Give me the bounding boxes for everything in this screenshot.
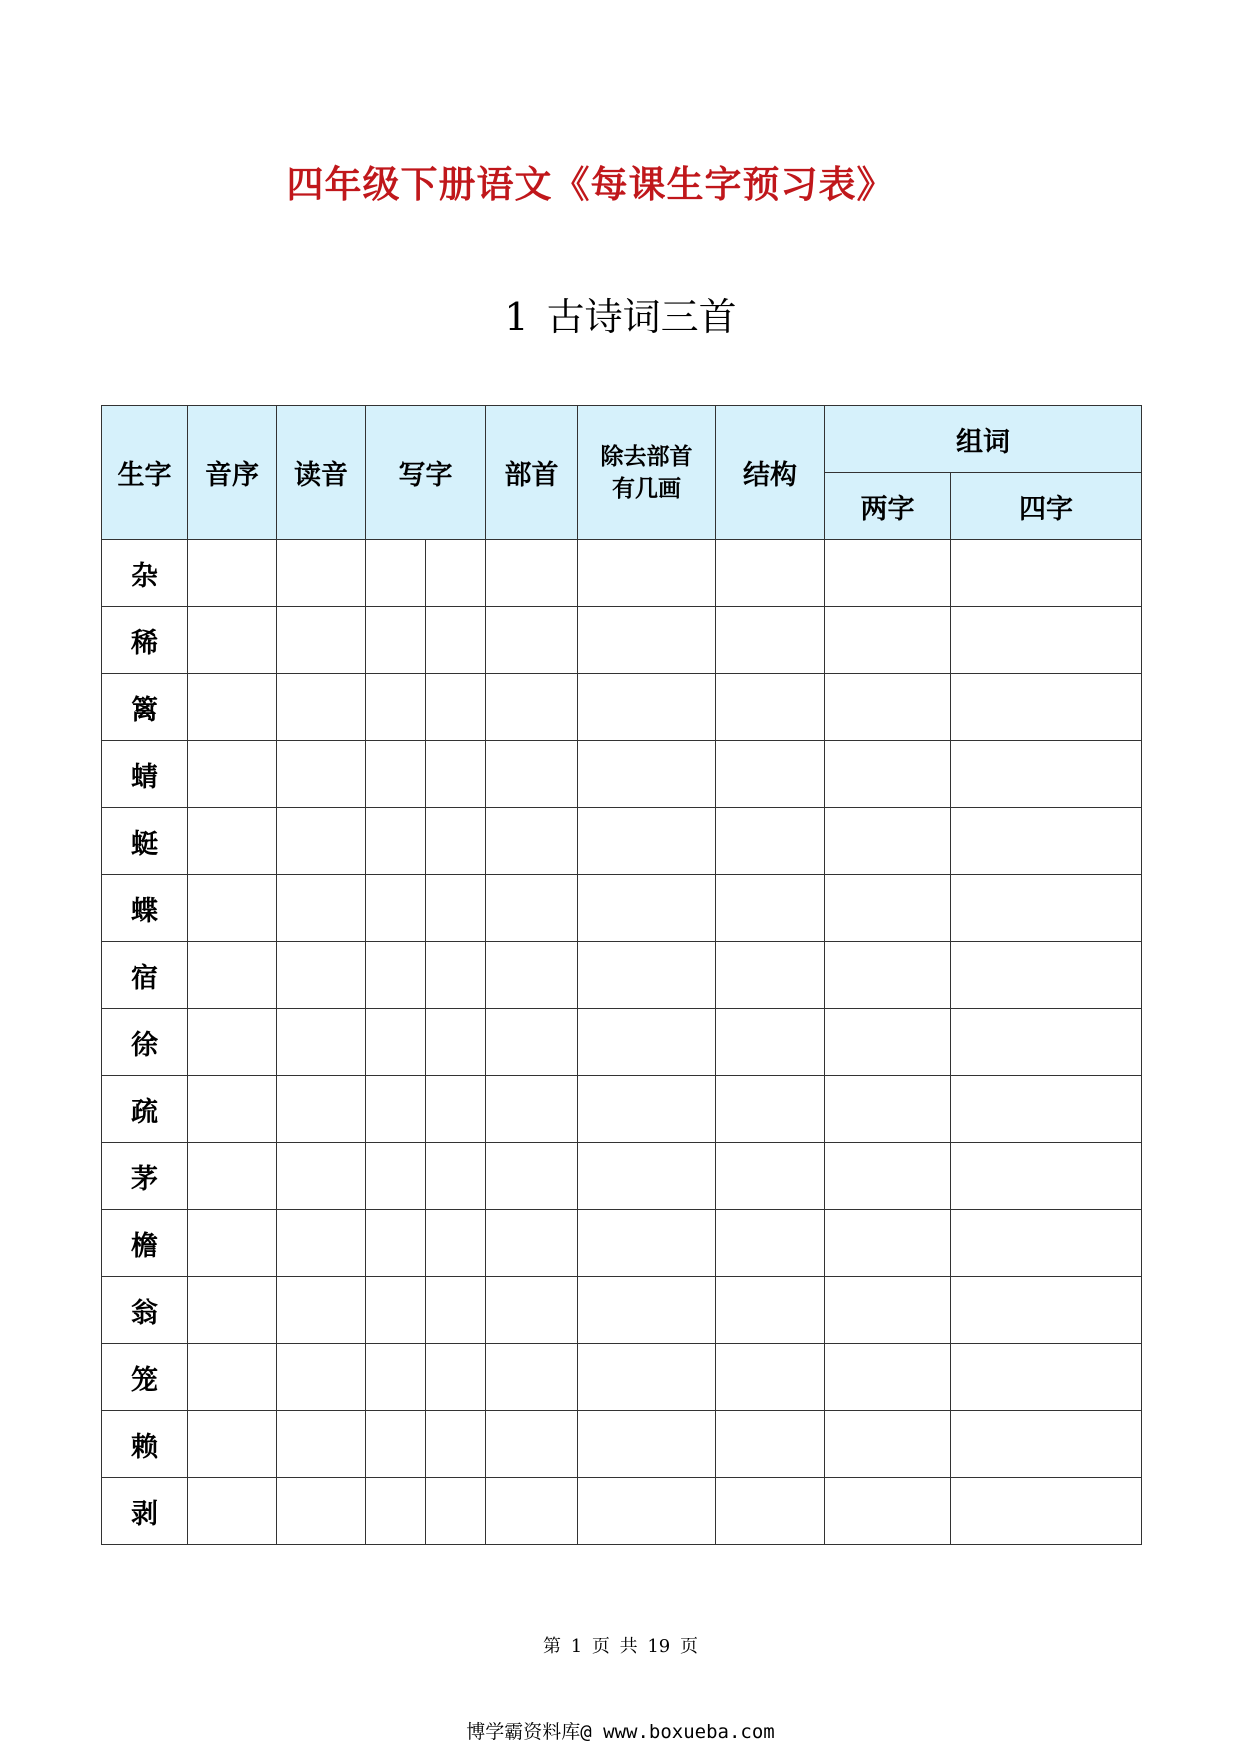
four-char-cell[interactable] (951, 540, 1142, 607)
writing-cell-right[interactable] (426, 1411, 486, 1478)
structure-cell[interactable] (716, 942, 825, 1009)
writing-cell-right[interactable] (426, 875, 486, 942)
pronunciation-cell[interactable] (277, 540, 366, 607)
table-row (102, 942, 1142, 1009)
structure-cell[interactable] (716, 1478, 825, 1545)
four-char-cell[interactable] (951, 1210, 1142, 1277)
order-cell[interactable] (188, 875, 277, 942)
writing-cell-right[interactable] (426, 808, 486, 875)
writing-cell-left[interactable] (366, 1478, 426, 1545)
table-row (102, 1143, 1142, 1210)
writing-cell-right[interactable] (426, 1277, 486, 1344)
two-char-cell[interactable] (825, 540, 951, 607)
strokes-cell[interactable] (578, 1210, 716, 1277)
strokes-cell[interactable] (578, 942, 716, 1009)
strokes-cell[interactable] (578, 875, 716, 942)
table-row (102, 674, 1142, 741)
char-cell: 赖 (102, 1411, 188, 1478)
header-strokes-line2: 有几画 (612, 475, 681, 502)
radical-cell[interactable] (486, 674, 578, 741)
structure-cell[interactable] (716, 1076, 825, 1143)
two-char-cell[interactable] (825, 1277, 951, 1344)
writing-cell-left[interactable] (366, 607, 426, 674)
table-row (102, 1277, 1142, 1344)
two-char-cell[interactable] (825, 1478, 951, 1545)
lesson-name: 古诗词三首 (546, 295, 737, 339)
header-writing: 写字 (366, 406, 486, 540)
strokes-cell[interactable] (578, 1344, 716, 1411)
radical-cell[interactable] (486, 875, 578, 942)
radical-cell[interactable] (486, 1009, 578, 1076)
two-char-cell[interactable] (825, 1411, 951, 1478)
writing-cell-left[interactable] (366, 1411, 426, 1478)
strokes-cell[interactable] (578, 741, 716, 808)
writing-cell-left[interactable] (366, 942, 426, 1009)
pronunciation-cell[interactable] (277, 1076, 366, 1143)
pronunciation-cell[interactable] (277, 1277, 366, 1344)
four-char-cell[interactable] (951, 607, 1142, 674)
structure-cell[interactable] (716, 674, 825, 741)
preview-table (101, 405, 1142, 1545)
order-cell[interactable] (188, 808, 277, 875)
strokes-cell[interactable] (578, 1478, 716, 1545)
footer-site: 博学霸资料库@ www.boxueba.com (466, 1721, 775, 1743)
strokes-cell[interactable] (578, 540, 716, 607)
radical-cell[interactable] (486, 741, 578, 808)
lesson-number: 1 (504, 295, 529, 339)
table-row (102, 1076, 1142, 1143)
two-char-cell[interactable] (825, 1344, 951, 1411)
header-order: 音序 (188, 406, 277, 540)
header-pronunciation: 读音 (277, 406, 366, 540)
char-cell: 疏 (102, 1076, 188, 1143)
order-cell[interactable] (188, 674, 277, 741)
two-char-cell[interactable] (825, 1076, 951, 1143)
char-cell: 篱 (102, 674, 188, 741)
radical-cell[interactable] (486, 1344, 578, 1411)
writing-cell-right[interactable] (426, 741, 486, 808)
strokes-cell[interactable] (578, 1143, 716, 1210)
four-char-cell[interactable] (951, 1009, 1142, 1076)
structure-cell[interactable] (716, 607, 825, 674)
strokes-cell[interactable] (578, 808, 716, 875)
table-row (102, 741, 1142, 808)
writing-cell-right[interactable] (426, 1210, 486, 1277)
radical-cell[interactable] (486, 1411, 578, 1478)
order-cell[interactable] (188, 1277, 277, 1344)
radical-cell[interactable] (486, 607, 578, 674)
writing-cell-right[interactable] (426, 1076, 486, 1143)
char-cell: 宿 (102, 942, 188, 1009)
two-char-cell[interactable] (825, 607, 951, 674)
lesson-heading (0, 286, 1241, 341)
two-char-cell[interactable] (825, 1143, 951, 1210)
structure-cell[interactable] (716, 540, 825, 607)
table-row (102, 1210, 1142, 1277)
order-cell[interactable] (188, 1143, 277, 1210)
two-char-cell[interactable] (825, 808, 951, 875)
table-row (102, 607, 1142, 674)
two-char-cell[interactable] (825, 1210, 951, 1277)
pronunciation-cell[interactable] (277, 942, 366, 1009)
char-cell: 稀 (102, 607, 188, 674)
char-cell: 徐 (102, 1009, 188, 1076)
four-char-cell[interactable] (951, 1478, 1142, 1545)
order-cell[interactable] (188, 1210, 277, 1277)
structure-cell[interactable] (716, 1143, 825, 1210)
four-char-cell[interactable] (951, 741, 1142, 808)
char-cell: 檐 (102, 1210, 188, 1277)
writing-cell-right[interactable] (426, 1344, 486, 1411)
structure-cell[interactable] (716, 875, 825, 942)
writing-cell-right[interactable] (426, 674, 486, 741)
four-char-cell[interactable] (951, 1344, 1142, 1411)
header-four-char: 四字 (951, 473, 1142, 540)
writing-cell-left[interactable] (366, 875, 426, 942)
writing-cell-left[interactable] (366, 808, 426, 875)
two-char-cell[interactable] (825, 875, 951, 942)
strokes-cell[interactable] (578, 1277, 716, 1344)
four-char-cell[interactable] (951, 1411, 1142, 1478)
document-title: 四年级下册语文《每课生字预习表》 (286, 163, 895, 206)
writing-cell-right[interactable] (426, 942, 486, 1009)
table-row (102, 808, 1142, 875)
pronunciation-cell[interactable] (277, 1344, 366, 1411)
writing-cell-left[interactable] (366, 674, 426, 741)
table-row (102, 1009, 1142, 1076)
structure-cell[interactable] (716, 1277, 825, 1344)
writing-cell-left[interactable] (366, 1076, 426, 1143)
writing-cell-left[interactable] (366, 1277, 426, 1344)
pronunciation-cell[interactable] (277, 1009, 366, 1076)
char-cell: 剥 (102, 1478, 188, 1545)
header-two-char: 两字 (825, 473, 951, 540)
char-cell: 蝶 (102, 875, 188, 942)
writing-cell-left[interactable] (366, 540, 426, 607)
pronunciation-cell[interactable] (277, 808, 366, 875)
pronunciation-cell[interactable] (277, 1411, 366, 1478)
char-cell: 蜓 (102, 808, 188, 875)
writing-cell-left[interactable] (366, 1344, 426, 1411)
radical-cell[interactable] (486, 808, 578, 875)
writing-cell-left[interactable] (366, 1210, 426, 1277)
header-strokes-line1: 除去部首 (600, 443, 693, 470)
two-char-cell[interactable] (825, 674, 951, 741)
writing-cell-right[interactable] (426, 607, 486, 674)
char-cell: 蜻 (102, 741, 188, 808)
order-cell[interactable] (188, 1344, 277, 1411)
structure-cell[interactable] (716, 1009, 825, 1076)
writing-cell-right[interactable] (426, 1143, 486, 1210)
header-radical: 部首 (486, 406, 578, 540)
radical-cell[interactable] (486, 1210, 578, 1277)
table-row (102, 1411, 1142, 1478)
structure-cell[interactable] (716, 741, 825, 808)
header-word-group: 组词 (825, 406, 1142, 473)
two-char-cell[interactable] (825, 942, 951, 1009)
writing-cell-left[interactable] (366, 1143, 426, 1210)
four-char-cell[interactable] (951, 942, 1142, 1009)
radical-cell[interactable] (486, 540, 578, 607)
order-cell[interactable] (188, 540, 277, 607)
structure-cell[interactable] (716, 1210, 825, 1277)
table-row (102, 875, 1142, 942)
writing-cell-right[interactable] (426, 1009, 486, 1076)
pronunciation-cell[interactable] (277, 1210, 366, 1277)
four-char-cell[interactable] (951, 1277, 1142, 1344)
two-char-cell[interactable] (825, 1009, 951, 1076)
order-cell[interactable] (188, 1009, 277, 1076)
table-row (102, 540, 1142, 607)
four-char-cell[interactable] (951, 1076, 1142, 1143)
order-cell[interactable] (188, 1478, 277, 1545)
four-char-cell[interactable] (951, 808, 1142, 875)
structure-cell[interactable] (716, 1411, 825, 1478)
writing-cell-right[interactable] (426, 540, 486, 607)
four-char-cell[interactable] (951, 1143, 1142, 1210)
four-char-cell[interactable] (951, 875, 1142, 942)
order-cell[interactable] (188, 1076, 277, 1143)
table-row (102, 1478, 1142, 1545)
header-structure: 结构 (716, 406, 825, 540)
radical-cell[interactable] (486, 1076, 578, 1143)
structure-cell[interactable] (716, 1344, 825, 1411)
pronunciation-cell[interactable] (277, 875, 366, 942)
writing-cell-left[interactable] (366, 741, 426, 808)
radical-cell[interactable] (486, 1143, 578, 1210)
strokes-cell[interactable] (578, 1076, 716, 1143)
char-cell: 茅 (102, 1143, 188, 1210)
two-char-cell[interactable] (825, 741, 951, 808)
order-cell[interactable] (188, 741, 277, 808)
strokes-cell[interactable] (578, 1009, 716, 1076)
char-cell: 杂 (102, 540, 188, 607)
table-row (102, 1344, 1142, 1411)
table-body (102, 540, 1142, 1545)
four-char-cell[interactable] (951, 674, 1142, 741)
pronunciation-cell[interactable] (277, 741, 366, 808)
radical-cell[interactable] (486, 942, 578, 1009)
strokes-cell[interactable] (578, 1411, 716, 1478)
order-cell[interactable] (188, 607, 277, 674)
pronunciation-cell[interactable] (277, 607, 366, 674)
pronunciation-cell[interactable] (277, 1143, 366, 1210)
writing-cell-right[interactable] (426, 1478, 486, 1545)
page-number: 第 1 页 共 19 页 (543, 1636, 698, 1657)
strokes-cell[interactable] (578, 674, 716, 741)
header-strokes (578, 406, 716, 540)
pronunciation-cell[interactable] (277, 1478, 366, 1545)
structure-cell[interactable] (716, 808, 825, 875)
pronunciation-cell[interactable] (277, 674, 366, 741)
char-cell: 翁 (102, 1277, 188, 1344)
char-cell: 笼 (102, 1344, 188, 1411)
writing-cell-left[interactable] (366, 1009, 426, 1076)
order-cell[interactable] (188, 942, 277, 1009)
radical-cell[interactable] (486, 1478, 578, 1545)
header-char: 生字 (102, 406, 188, 540)
radical-cell[interactable] (486, 1277, 578, 1344)
order-cell[interactable] (188, 1411, 277, 1478)
strokes-cell[interactable] (578, 607, 716, 674)
